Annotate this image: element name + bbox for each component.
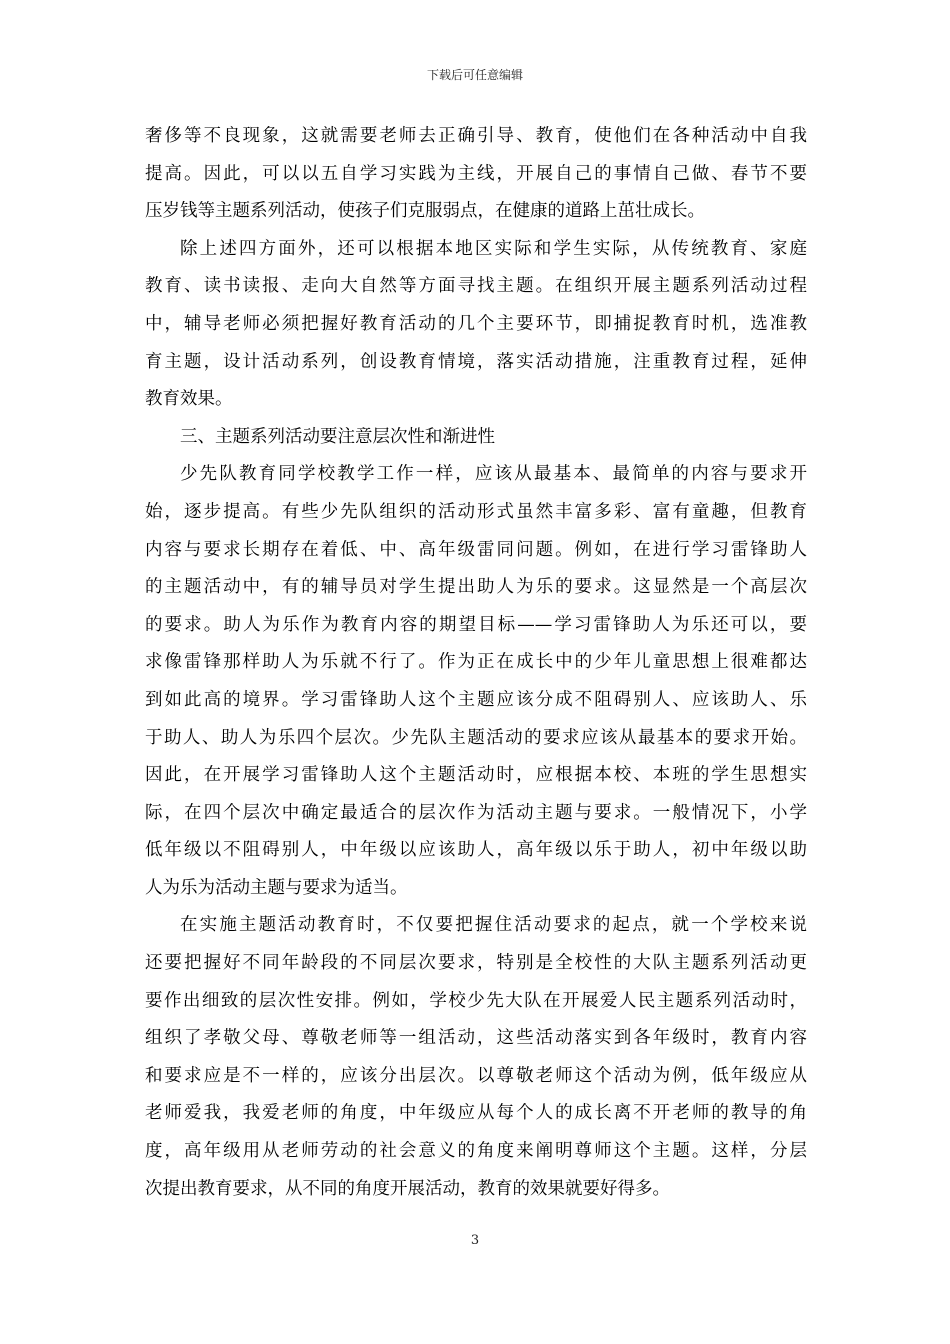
text-line: 内容与要求长期存在着低、中、高年级雷同问题。例如，在进行学习雷锋助人 (145, 539, 807, 560)
text-line: 际，在四个层次中确定最适合的层次作为活动主题与要求。一般情况下，小学 (145, 802, 807, 823)
text-line: 和要求应是不一样的，应该分出层次。以尊敬老师这个活动为例，低年级应从 (145, 1065, 807, 1086)
text-line: 始，逐步提高。有些少先队组织的活动形式虽然丰富多彩、富有童趣，但教育 (145, 501, 807, 522)
text-line: 因此，在开展学习雷锋助人这个主题活动时，应根据本校、本班的学生思想实 (145, 765, 807, 786)
text-line: 到如此高的境界。学习雷锋助人这个主题应该分成不阻碍别人、应该助人、乐 (145, 689, 807, 710)
text-line: 除上述四方面外，还可以根据本地区实际和学生实际，从传统教育、家庭 (180, 238, 807, 259)
text-line: 还要把握好不同年龄段的不同层次要求，特别是全校性的大队主题系列活动更 (145, 953, 807, 974)
text-line: 的要求。助人为乐作为教育内容的期望目标——学习雷锋助人为乐还可以，要 (145, 614, 807, 635)
text-line: 教育、读书读报、走向大自然等方面寻找主题。在组织开展主题系列活动过程 (145, 276, 807, 297)
text-line: 奢侈等不良现象，这就需要老师去正确引导、教育，使他们在各种活动中自我 (145, 126, 807, 146)
text-line: 度，高年级用从老师劳动的社会意义的角度来阐明尊师这个主题。这样，分层 (145, 1141, 807, 1162)
text-line: 老师爱我，我爱老师的角度，中年级应从每个人的成长离不开老师的教导的角 (145, 1103, 807, 1124)
page-number: 3 (470, 1233, 480, 1248)
text-line: 中，辅导老师必须把握好教育活动的几个主要环节，即捕捉教育时机，选准教 (145, 313, 807, 334)
text-line: 要作出细致的层次性安排。例如，学校少先大队在开展爱人民主题系列活动时， (145, 990, 807, 1011)
text-line: 在实施主题活动教育时，不仅要把握住活动要求的起点，就一个学校来说 (180, 915, 807, 936)
text-line: 提高。因此，可以以五自学习实践为主线，开展自己的事情自己做、春节不要 (145, 163, 807, 184)
text-line: 于助人、助人为乐四个层次。少先队主题活动的要求应该从最基本的要求开始。 (145, 727, 807, 748)
text-line: 育主题，设计活动系列，创设教育情境，落实活动措施，注重教育过程，延伸 (145, 351, 807, 372)
document-body (145, 118, 807, 1208)
text-line: 组织了孝敬父母、尊敬老师等一组活动，这些活动落实到各年级时，教育内容 (145, 1028, 807, 1049)
text-line: 少先队教育同学校教学工作一样，应该从最基本、最简单的内容与要求开 (180, 464, 807, 485)
text-line: 求像雷锋那样助人为乐就不行了。作为正在成长中的少年儿童思想上很难都达 (145, 652, 807, 673)
text-line: 次提出教育要求，从不同的角度开展活动，教育的效果就要好得多。 (145, 1178, 670, 1199)
text-line: 压岁钱等主题系列活动，使孩子们克服弱点，在健康的道路上茁壮成长。 (145, 201, 705, 222)
text-line: 人为乐为活动主题与要求为适当。 (145, 877, 408, 898)
text-line: 低年级以不阻碍别人，中年级以应该助人，高年级以乐于助人，初中年级以助 (145, 840, 807, 861)
page-header: 下载后可任意编辑 (426, 68, 523, 82)
section-heading: 三、主题系列活动要注意层次性和渐进性 (180, 426, 495, 447)
text-line: 教育效果。 (145, 389, 233, 410)
text-line: 的主题活动中，有的辅导员对学生提出助人为乐的要求。这显然是一个高层次 (145, 577, 807, 598)
